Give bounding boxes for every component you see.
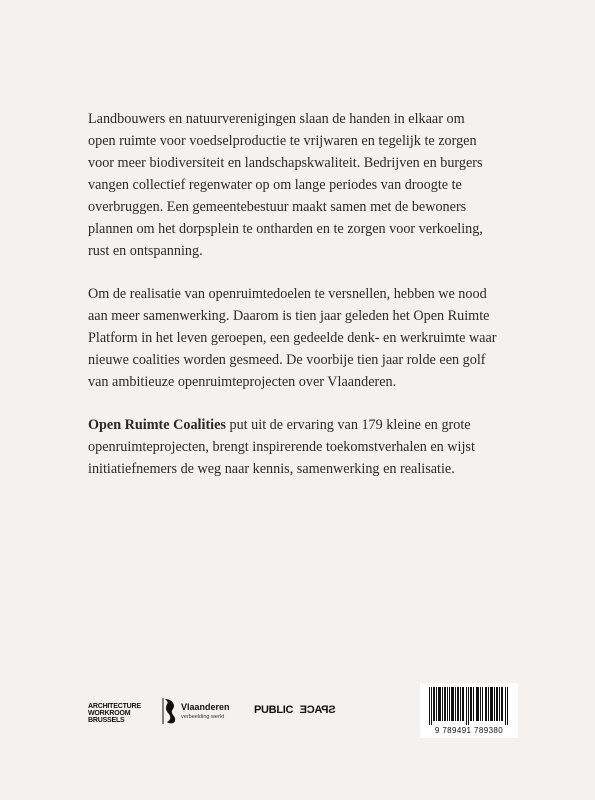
public-space-logo	[254, 704, 336, 716]
text-line: plannen om het dorpsplein te ontharden en te zorgen voor verkoeling,	[88, 221, 483, 237]
vlaanderen-name: Vlaanderen	[181, 702, 230, 712]
text-line: van ambitieuze openruimteprojecten over Vlaanderen.	[88, 374, 397, 390]
text-line: initiatiefnemers de weg naar kennis, samenwerking en realisatie.	[88, 461, 455, 477]
text-line: overbruggen. Een gemeentebestuur maakt samen met de bewoners	[88, 199, 467, 215]
vlaanderen-tagline: verbeelding werkt	[181, 714, 225, 720]
text-line: open ruimte voor voedselproductie te vrijwaren en tegelijk te zorgen	[88, 133, 477, 149]
paragraph-2	[88, 283, 528, 393]
logo-text: PUBLIC	[254, 704, 294, 716]
text-line: rust en ontspanning.	[88, 243, 203, 259]
architecture-workroom-logo	[88, 703, 141, 724]
text-line: vangen collectief regenwater op om lange periodes van droogte te	[88, 177, 462, 193]
text-line: Om de realisatie van openruimtedoelen te versnellen, hebben we nood	[88, 286, 487, 302]
book-title: Open Ruimte Coalities	[88, 417, 226, 433]
isbn-barcode	[420, 683, 518, 738]
text-line	[88, 414, 528, 436]
text-line: Platform in het leven geroepen, een gedeelde denk- en werkruimte waar	[88, 330, 497, 346]
logo-text: BRUSSELS	[88, 717, 125, 724]
text-line: nieuwe coalities worden gesmeed. De voorbije tien jaar rolde een golf	[88, 352, 486, 368]
text-line: Landbouwers en natuurverenigingen slaan de handen in elkaar om	[88, 111, 465, 127]
logo-text: WORKROOM	[88, 710, 131, 717]
flemish-lion-icon	[162, 697, 178, 725]
paragraph-3	[88, 414, 528, 480]
paragraph-1	[88, 108, 528, 262]
back-cover-text	[88, 108, 528, 501]
text-line: openruimteprojecten, brengt inspirerende toekomstverhalen en wijst	[88, 439, 475, 455]
logo-text-mirrored: SPACE	[300, 704, 336, 716]
barcode-bars	[429, 687, 509, 725]
text-line: aan meer samenwerking. Daarom is tien jaar geleden het Open Ruimte	[88, 308, 490, 324]
logo-text: ARCHITECTURE	[88, 703, 141, 710]
text-line: voor meer biodiversiteit en landschapskwaliteit. Bedrijven en burgers	[88, 155, 483, 171]
vlaanderen-logo	[162, 697, 252, 731]
text-run: put uit de ervaring van 179 kleine en grote	[225, 417, 471, 433]
isbn-digits: 9 789491 789380	[434, 726, 504, 735]
